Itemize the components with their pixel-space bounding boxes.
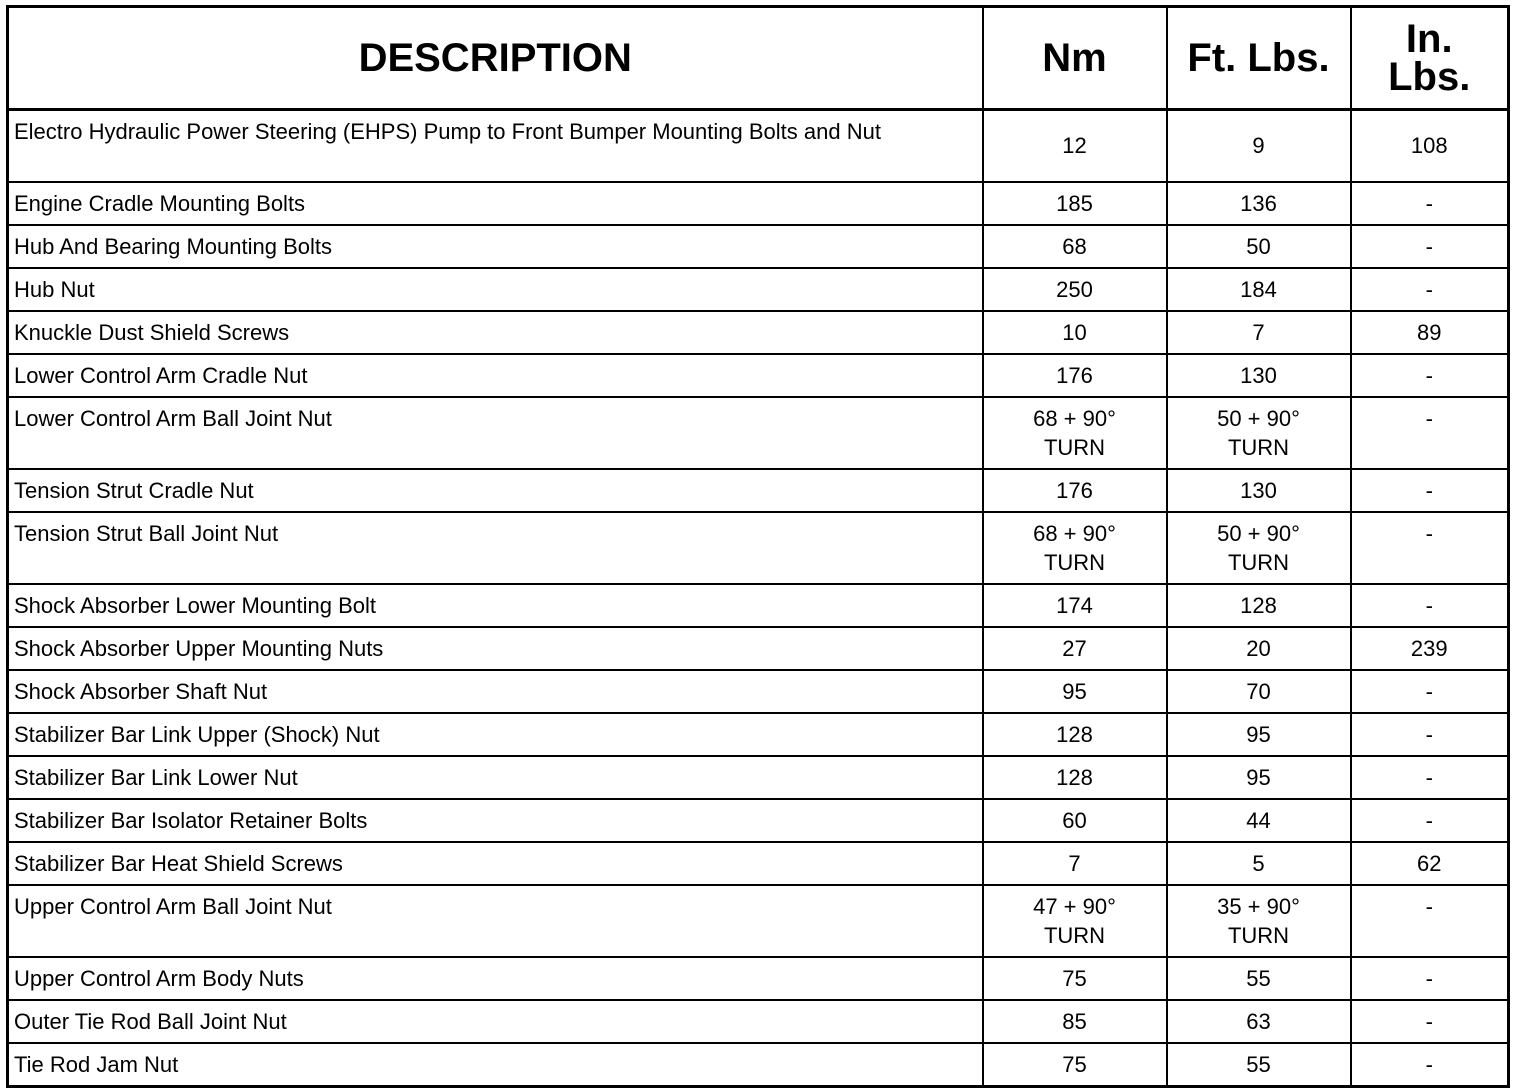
cell-in-lbs: - [1351, 268, 1509, 311]
cell-description: Shock Absorber Upper Mounting Nuts [8, 627, 983, 670]
cell-in-lbs: - [1351, 957, 1509, 1000]
cell-nm: 174 [983, 584, 1167, 627]
cell-ft-lbs-value: 50 + 90° [1217, 520, 1300, 546]
cell-nm: 75 [983, 1043, 1167, 1087]
table-row [8, 268, 1509, 311]
cell-nm-value: 68 + 90° [1033, 520, 1116, 546]
cell-description: Stabilizer Bar Link Upper (Shock) Nut [8, 713, 983, 756]
cell-nm-turn: TURN [1043, 434, 1106, 460]
torque-specification-table [6, 5, 1510, 1088]
header-in-lbs-line2: Lbs. [1388, 55, 1471, 99]
table-row [8, 397, 1509, 469]
cell-ft-lbs: 130 [1167, 354, 1351, 397]
cell-nm: 60 [983, 799, 1167, 842]
cell-ft-lbs [1167, 885, 1351, 957]
cell-description: Engine Cradle Mounting Bolts [8, 182, 983, 225]
cell-in-lbs: - [1351, 225, 1509, 268]
cell-nm: 176 [983, 354, 1167, 397]
cell-ft-lbs: 50 [1167, 225, 1351, 268]
cell-nm [983, 397, 1167, 469]
table-row [8, 469, 1509, 512]
cell-in-lbs: 108 [1351, 110, 1509, 182]
cell-in-lbs: - [1351, 713, 1509, 756]
header-row [8, 7, 1509, 110]
cell-description: Shock Absorber Shaft Nut [8, 670, 983, 713]
header-in-lbs [1351, 7, 1509, 110]
cell-ft-lbs: 70 [1167, 670, 1351, 713]
cell-description: Shock Absorber Lower Mounting Bolt [8, 584, 983, 627]
cell-ft-lbs-turn: TURN [1227, 434, 1290, 460]
cell-description: Tension Strut Cradle Nut [8, 469, 983, 512]
cell-ft-lbs: 7 [1167, 311, 1351, 354]
cell-nm: 75 [983, 957, 1167, 1000]
cell-ft-lbs: 55 [1167, 957, 1351, 1000]
header-ft-lbs: Ft. Lbs. [1167, 7, 1351, 110]
cell-in-lbs: 62 [1351, 842, 1509, 885]
cell-ft-lbs: 20 [1167, 627, 1351, 670]
table-row [8, 957, 1509, 1000]
header-nm: Nm [983, 7, 1167, 110]
cell-ft-lbs [1167, 512, 1351, 584]
table-row [8, 627, 1509, 670]
cell-ft-lbs: 55 [1167, 1043, 1351, 1087]
cell-nm: 85 [983, 1000, 1167, 1043]
cell-nm-turn: TURN [1043, 549, 1106, 575]
cell-nm: 95 [983, 670, 1167, 713]
cell-nm: 12 [983, 110, 1167, 182]
cell-ft-lbs: 184 [1167, 268, 1351, 311]
table-row [8, 756, 1509, 799]
table-row [8, 512, 1509, 584]
cell-description: Outer Tie Rod Ball Joint Nut [8, 1000, 983, 1043]
cell-ft-lbs: 44 [1167, 799, 1351, 842]
cell-nm: 7 [983, 842, 1167, 885]
cell-in-lbs: - [1351, 885, 1509, 957]
table-row [8, 225, 1509, 268]
table-row [8, 885, 1509, 957]
cell-description: Upper Control Arm Body Nuts [8, 957, 983, 1000]
cell-ft-lbs: 136 [1167, 182, 1351, 225]
cell-ft-lbs: 95 [1167, 713, 1351, 756]
table-row [8, 182, 1509, 225]
cell-in-lbs: - [1351, 397, 1509, 469]
cell-description: Knuckle Dust Shield Screws [8, 311, 983, 354]
cell-nm: 128 [983, 756, 1167, 799]
cell-ft-lbs: 63 [1167, 1000, 1351, 1043]
table-row [8, 799, 1509, 842]
cell-ft-lbs: 9 [1167, 110, 1351, 182]
cell-description: Stabilizer Bar Link Lower Nut [8, 756, 983, 799]
table-row [8, 110, 1509, 182]
table-row [8, 584, 1509, 627]
cell-in-lbs: - [1351, 182, 1509, 225]
cell-description: Electro Hydraulic Power Steering (EHPS) Pump to Front Bumper Mounting Bolts and Nut [8, 110, 983, 182]
cell-in-lbs: - [1351, 799, 1509, 842]
table-row [8, 1000, 1509, 1043]
table-row [8, 842, 1509, 885]
cell-description: Hub Nut [8, 268, 983, 311]
cell-nm: 68 [983, 225, 1167, 268]
cell-ft-lbs [1167, 397, 1351, 469]
table-row [8, 354, 1509, 397]
header-in-lbs-line1: In. [1405, 17, 1453, 61]
cell-in-lbs: - [1351, 1000, 1509, 1043]
cell-description: Stabilizer Bar Isolator Retainer Bolts [8, 799, 983, 842]
cell-description: Upper Control Arm Ball Joint Nut [8, 885, 983, 957]
cell-nm [983, 512, 1167, 584]
cell-nm: 10 [983, 311, 1167, 354]
cell-ft-lbs: 5 [1167, 842, 1351, 885]
cell-nm: 128 [983, 713, 1167, 756]
cell-ft-lbs-value: 50 + 90° [1217, 405, 1300, 431]
cell-ft-lbs-turn: TURN [1227, 549, 1290, 575]
cell-description: Tension Strut Ball Joint Nut [8, 512, 983, 584]
cell-nm [983, 885, 1167, 957]
cell-nm-turn: TURN [1043, 922, 1106, 948]
cell-ft-lbs: 95 [1167, 756, 1351, 799]
table-row [8, 713, 1509, 756]
cell-nm-value: 68 + 90° [1033, 405, 1116, 431]
cell-nm: 185 [983, 182, 1167, 225]
cell-nm: 27 [983, 627, 1167, 670]
cell-description: Hub And Bearing Mounting Bolts [8, 225, 983, 268]
cell-in-lbs: - [1351, 1043, 1509, 1087]
cell-in-lbs: 239 [1351, 627, 1509, 670]
table-row [8, 311, 1509, 354]
cell-nm: 250 [983, 268, 1167, 311]
header-description: DESCRIPTION [8, 7, 983, 110]
cell-in-lbs: - [1351, 512, 1509, 584]
cell-nm: 176 [983, 469, 1167, 512]
cell-in-lbs: - [1351, 354, 1509, 397]
table-row [8, 670, 1509, 713]
cell-ft-lbs-turn: TURN [1227, 922, 1290, 948]
cell-in-lbs: 89 [1351, 311, 1509, 354]
cell-ft-lbs-value: 35 + 90° [1217, 893, 1300, 919]
cell-ft-lbs: 130 [1167, 469, 1351, 512]
cell-ft-lbs: 128 [1167, 584, 1351, 627]
cell-nm-value: 47 + 90° [1033, 893, 1116, 919]
cell-description: Lower Control Arm Ball Joint Nut [8, 397, 983, 469]
cell-in-lbs: - [1351, 756, 1509, 799]
table-row [8, 1043, 1509, 1087]
cell-description: Stabilizer Bar Heat Shield Screws [8, 842, 983, 885]
cell-in-lbs: - [1351, 670, 1509, 713]
cell-in-lbs: - [1351, 584, 1509, 627]
cell-description: Tie Rod Jam Nut [8, 1043, 983, 1087]
cell-description: Lower Control Arm Cradle Nut [8, 354, 983, 397]
cell-in-lbs: - [1351, 469, 1509, 512]
